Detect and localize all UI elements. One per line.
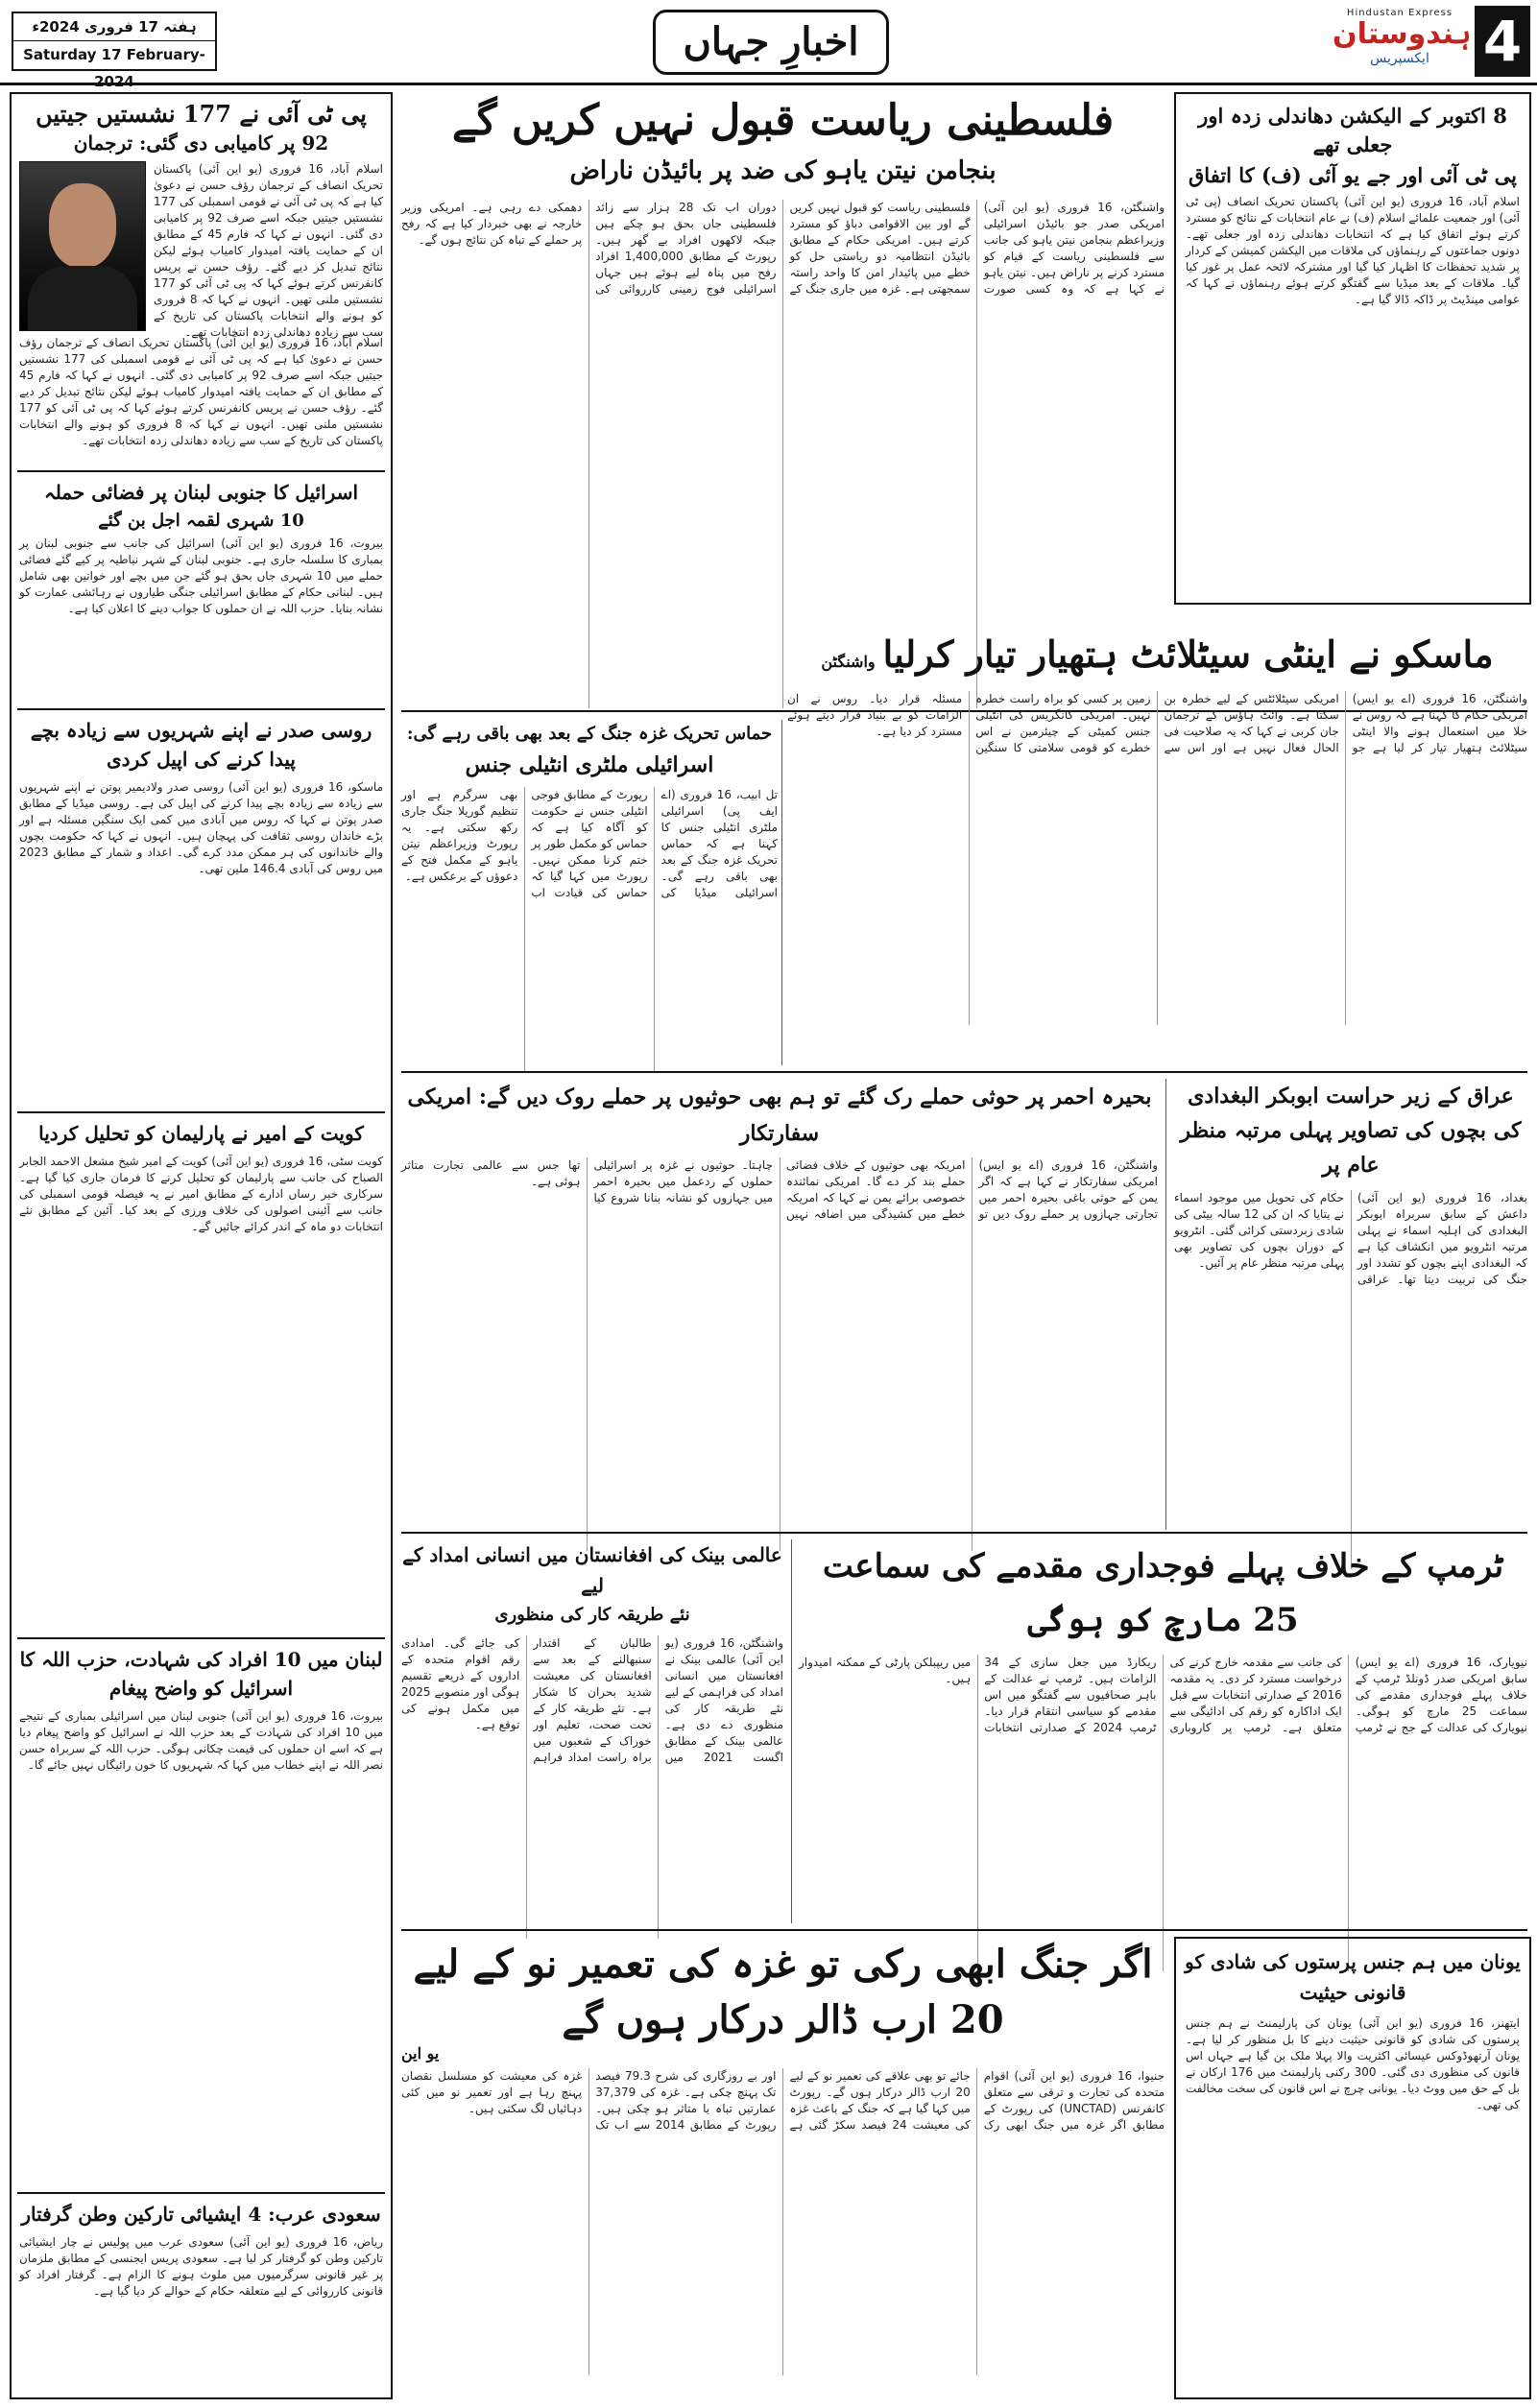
story-greece-marriage bbox=[1174, 1937, 1531, 2399]
story-hezbollah-message bbox=[19, 1645, 383, 1996]
story-saudi-arrests bbox=[19, 2200, 383, 2388]
story-palestinian-state bbox=[401, 92, 1165, 708]
story-gaza-reconstruction bbox=[401, 1937, 1165, 2375]
worldbank-subheadline: نئے طریقہ کار کی منظوری bbox=[494, 1605, 690, 1625]
gaza-body: جنیوا، 16 فروری (یو این آئی) اقوام متحدہ کی تجارت و ترقی سے متعلق کانفرنس (UNCTAD) کی رپورٹ کے مطابق اگر غزہ میں جنگ ابھی رک جائے تو بھی علاقے کی تعمیر نو کے لیے 20 ارب ڈالر درکار ہوں گے۔ رپورٹ میں کہا گیا ہے کہ جنگ کے باعث غزہ کی معیشت 24 فیصد سکڑ گئی ہے اور بے روزگاری کی شرح 79.3 فیصد تک پہنچ چکی ہے۔ غزہ کی 37,379 عمارتیں تباہ یا متاثر ہو چکی ہیں۔ رپورٹ کے مطابق 2014 سے اب تک غزہ کی معیشت کو مسلسل نقصان پہنچ رہا ہے اور تعمیر نو میں کئی دہائیاں لگ سکتی ہیں۔ bbox=[401, 2069, 1165, 2132]
logo-main-text: ہندوستان bbox=[1333, 17, 1472, 51]
story-red-sea-houthi bbox=[401, 1079, 1158, 1551]
gaza-headline: اگر جنگ ابھی رکی تو غزہ کی تعمیر نو کے لیے 20 ارب ڈالر درکار ہوں گے bbox=[413, 1942, 1153, 2042]
section-title: اخبارِ جہاں bbox=[653, 10, 889, 75]
greece-body: ایتھنز، 16 فروری (یو این آئی) یونان کی پارلیمنٹ نے ہم جنس پرستوں کی شادی کو قانونی حیثیت دینے کا بل منظور کر لیا ہے۔ یونان آرتھوڈوکس عیسائی اکثریت والا پہلا ملک بن گیا ہے جہاں اس قانون کی منظوری دی گئی۔ 300 رکنی پارلیمنٹ میں 176 ارکان نے بل کے حق میں ووٹ دیا۔ یونانی چرچ نے اس قانون کی سخت مخالفت کی تھی۔ bbox=[1186, 2016, 1520, 2111]
worldbank-body: واشنگٹن، 16 فروری (یو این آئی) عالمی بینک نے افغانستان میں انسانی امداد کی فراہمی کے لیے نئے طریقہ کار کی منظوری دے دی ہے۔ عالمی بینک کے مطابق اگست 2021 میں طالبان کے اقتدار سنبھالنے کے بعد سے افغانستان کی معیشت شدید بحران کا شکار ہے۔ نئے طریقہ کار کے تحت صحت، تعلیم اور خوراک کے شعبوں میں براہ راست امداد فراہم کی جائے گی۔ امدادی رقم اقوام متحدہ کے اداروں کے ذریعے تقسیم ہوگی اور منصوبے 2025 میں مکمل ہونے کی توقع ہے۔ bbox=[401, 1636, 783, 1764]
greece-headline: یونان میں ہم جنس پرستوں کی شادی کو قانونی حیثیت bbox=[1185, 1950, 1521, 2004]
divider bbox=[1165, 1079, 1166, 1530]
divider bbox=[781, 720, 782, 1065]
divider bbox=[17, 1637, 385, 1639]
kuwait-body: کویت سٹی، 16 فروری (یو این آئی) کویت کے امیر شیخ مشعل الاحمد الجابر الصباح کی جانب سے پارلیمان کو تحلیل کرنے کا فرمان جاری کیا گیا ہے۔ سرکاری خبر رساں ادارے کے مطابق امیر نے یہ فیصلہ قومی اسمبلی کی جانب سے آئینی اصولوں کی خلاف ورزی کے بعد کیا۔ آئین کے مطابق نئے انتخابات دو ماہ کے اندر کرائے جائیں گے۔ bbox=[19, 1155, 383, 1233]
divider bbox=[17, 708, 385, 710]
hamas-subheadline: اسرائیلی ملٹری انٹیلی جنس bbox=[465, 752, 714, 777]
lebanon-body: بیروت، 16 فروری (یو این آئی) اسرائیل کی جانب سے جنوبی لبنان پر بمباری کا سلسلہ جاری ہے۔ جنوبی لبنان کے شہر نباطیہ پر کیے گئے فضائی حملے میں 10 شہری جاں بحق ہو گئے جن میں بچے اور خواتین بھی شامل ہیں۔ لبنانی حکام کے مطابق اسرائیلی جنگی طیاروں نے رہائشی عمارت کو نشانہ بنایا۔ حزب اللہ نے ان حملوں کا جواب دینے کا اعلان کیا ہے۔ bbox=[19, 536, 384, 615]
divider bbox=[401, 1071, 1527, 1073]
story-election-rigging-box bbox=[1174, 92, 1531, 605]
gaza-dateline-tag: یو این bbox=[401, 2044, 440, 2062]
story-trump-trial bbox=[799, 1539, 1527, 1971]
moscow-dateline-tag: واشنگٹن bbox=[821, 653, 876, 671]
divider bbox=[401, 1929, 1527, 1931]
divider bbox=[401, 1532, 1527, 1534]
saudi-headline: سعودی عرب: 4 ایشیائی تارکین وطن گرفتار bbox=[21, 2203, 381, 2226]
photo-coat bbox=[28, 266, 137, 330]
story-hamas-survival bbox=[401, 720, 778, 1073]
hezbollah-body: بیروت، 16 فروری (یو این آئی) جنوبی لبنان میں اسرائیلی بمباری کے نتیجے میں 10 افراد کی شہادت کے بعد حزب اللہ نے اسرائیل کو واضح پیغام دیا ہے کہ اسے ان حملوں کی قیمت چکانی ہوگی۔ حزب اللہ کے سربراہ حسن نصر اللہ نے اپنے خطاب میں کہا کہ شہریوں کا خون رائیگاں نہیں جائے گا۔ bbox=[19, 1709, 383, 1772]
date-english: Saturday 17 February-2024 bbox=[23, 46, 205, 90]
iraq-body: بغداد، 16 فروری (یو این آئی) داعش کے سابق سربراہ ابوبکر البغدادی کی اہلیہ اسماء نے پہلی مرتبہ انٹرویو میں انکشاف کیا ہے کہ البغدادی اپنے بچوں کو تشدد اور جنگ کی تربیت دیتا تھا۔ عراقی حکام کی تحویل میں موجود اسماء نے بتایا کہ ان کی 12 سالہ بیٹی کی شادی زبردستی کرائی گئی۔ انٹرویو کے دوران بچوں کی تصاویر بھی پہلی مرتبہ منظر عام پر آئیں۔ bbox=[1174, 1191, 1527, 1286]
moscow-body: واشنگٹن، 16 فروری (اے یو ایس) امریکی حکام کا کہنا ہے کہ روس نے خلا میں استعمال ہونے والا اینٹی سیٹلائٹ ہتھیار تیار کر لیا ہے جو امریکی سیٹلائٹس کے لیے خطرہ بن سکتا ہے۔ وائٹ ہاؤس کے ترجمان جان کربی نے کہا کہ یہ صلاحیت فی الحال فعال نہیں ہے اور اس سے زمین پر کسی کو براہ راست خطرہ نہیں۔ امریکی کانگریس کی انٹیلی جنس کمیٹی کے چیئرمین نے اس خطرے کو قومی سلامتی کا سنگین مسئلہ قرار دیا۔ روس نے ان الزامات کو بے بنیاد قرار دیتے ہوئے مسترد کر دیا ہے۔ bbox=[787, 692, 1527, 754]
saudi-body: ریاض، 16 فروری (یو این آئی) سعودی عرب میں پولیس نے چار ایشیائی تارکین وطن کو گرفتار کر لیا ہے۔ سعودی پریس ایجنسی کے مطابق ملزمان پر غیر قانونی سرگرمیوں میں ملوث ہونے کا الزام ہے۔ گرفتار افراد کو قانونی کارروائی کے لیے متعلقہ حکام کے حوالے کر دیا گیا ہے۔ bbox=[19, 2235, 383, 2298]
lebanon-headline: اسرائیل کا جنوبی لبنان پر فضائی حملہ bbox=[43, 481, 359, 504]
lead-subheadline: بنجامن نیتن یاہو کی ضد پر بائیڈن ناراض bbox=[569, 156, 997, 185]
masthead bbox=[0, 0, 1537, 90]
story-russia-children bbox=[19, 716, 383, 981]
kuwait-headline: کویت کے امیر نے پارلیمان کو تحلیل کردیا bbox=[38, 1122, 364, 1145]
election-subheadline: پی ٹی آئی اور جے یو آئی (ف) کا اتفاق bbox=[1189, 163, 1517, 187]
logo-tagline: ایکسپریس bbox=[1370, 51, 1429, 66]
hamas-headline: حماس تحریک غزہ جنگ کے بعد بھی باقی رہے گی: bbox=[406, 724, 773, 744]
russia-body: ماسکو، 16 فروری (یو این آئی) روسی صدر ولادیمیر پوتن نے اپنے شہریوں سے زیادہ سے زیادہ بچے پیدا کرنے کی اپیل کی ہے۔ روسی میڈیا کے مطابق صدر پوتن نے کہا کہ روس میں آبادی میں کمی ایک سنگین مسئلہ ہے اور بڑے خاندان روسی ثقافت کی پہچان ہیں۔ انہوں نے کہا کہ حکومت بچوں والے خاندانوں کی ہر ممکن مدد کرے گی۔ اعداد و شمار کے مطابق 2023 میں روس کی آبادی 146.4 ملین تھی۔ bbox=[19, 780, 383, 875]
date-urdu: ہفتہ 17 فروری 2024ء bbox=[13, 13, 215, 41]
russia-headline: روسی صدر نے اپنے شہریوں سے زیادہ بچے پیدا کرنے کی اپیل کردی bbox=[30, 719, 372, 771]
newspaper-logo bbox=[1333, 8, 1472, 75]
pti-subheadline: 92 پر کامیابی دی گئی: ترجمان bbox=[73, 131, 329, 155]
story-lebanon-airstrike bbox=[19, 478, 383, 699]
lead-body: واشنگٹن، 16 فروری (یو این آئی) امریکی صدر جو بائیڈن اسرائیلی وزیراعظم بنجامن نیتن یاہو کی جانب سے فلسطینی ریاست کے قیام کو مسترد کرنے پر ناراض ہیں۔ نیتن یاہو نے کہا ہے کہ وہ کسی صورت فلسطینی ریاست کو قبول نہیں کریں گے اور بین الاقوامی دباؤ کو مسترد کرتے ہیں۔ امریکی حکام کے مطابق بائیڈن انتظامیہ دو ریاستی حل کو خطے میں پائیدار امن کا واحد راستہ سمجھتی ہے۔ غزہ میں جاری جنگ کے دوران اب تک 28 ہزار سے زائد فلسطینی جاں بحق ہو چکے ہیں جبکہ لاکھوں افراد بے گھر ہیں۔ رپورٹ کے مطابق 1,400,000 افراد رفح میں پناہ لیے ہوئے ہیں جہاں اسرائیلی فوج زمینی کارروائی کی دھمکی دے رہی ہے۔ امریکی وزیر خارجہ نے بھی خبردار کیا ہے کہ رفح پر حملے کے تباہ کن نتائج ہوں گے۔ bbox=[401, 201, 1165, 296]
iraq-headline: عراق کے زیر حراست ابوبکر البغدادی کی بچوں کی تصاویر پہلی مرتبہ منظر عام پر bbox=[1180, 1084, 1522, 1178]
story-kuwait-parliament bbox=[19, 1119, 383, 1480]
divider bbox=[791, 1539, 792, 1923]
moscow-headline: ماسکو نے اینٹی سیٹلائٹ ہتھیار تیار کرلیا bbox=[882, 632, 1494, 676]
story-baghdadi-children bbox=[1174, 1079, 1527, 1569]
redsea-body: واشنگٹن، 16 فروری (اے یو ایس) امریکی سفارتکار نے کہا ہے کہ اگر یمن کے حوثی باغی بحیرہ احمر میں تجارتی جہازوں پر حملے روک دیں تو امریکہ بھی حوثیوں کے خلاف فضائی حملے بند کر دے گا۔ امریکی نمائندہ خصوصی برائے یمن نے کہا کہ امریکہ خطے میں کشیدگی میں اضافہ نہیں چاہتا۔ حوثیوں نے غزہ پر اسرائیلی حملوں کے ردعمل میں بحیرہ احمر میں جہازوں کو نشانہ بنانا شروع کیا تھا جس سے عالمی تجارت متاثر ہوئی ہے۔ bbox=[401, 1158, 1159, 1221]
left-news-column bbox=[10, 92, 393, 2399]
lebanon-subheadline: 10 شہری لقمہ اجل بن گئے bbox=[98, 511, 304, 531]
worldbank-headline: عالمی بینک کی افغانستان میں انسانی امداد کے لیے bbox=[402, 1543, 782, 1597]
divider bbox=[17, 2192, 385, 2194]
story-moscow-anti-satellite bbox=[787, 624, 1527, 1025]
election-headline: 8 اکتوبر کے الیکشن دھاندلی زدہ اور جعلی تھے bbox=[1198, 104, 1507, 156]
story-pti-seats bbox=[19, 100, 384, 447]
hamas-body: تل ابیب، 16 فروری (اے ایف پی) اسرائیلی ملٹری انٹیلی جنس کا کہنا ہے کہ حماس تحریک غزہ جنگ کے بعد بھی باقی رہے گی۔ اسرائیلی میڈیا کی رپورٹ کے مطابق فوجی انٹیلی جنس نے حکومت کو آگاہ کیا ہے کہ حماس کو مکمل طور پر ختم کرنا ممکن نہیں۔ رپورٹ میں کہا گیا کہ حماس کی قیادت اب بھی سرگرم ہے اور تنظیم گوریلا جنگ جاری رکھ سکتی ہے۔ یہ رپورٹ وزیراعظم نیتن یاہو کے مکمل فتح کے دعوؤں کے برعکس ہے۔ bbox=[401, 788, 778, 899]
logo-subtitle: Hindustan Express bbox=[1346, 8, 1453, 18]
photo-face bbox=[49, 183, 116, 268]
politician-photo bbox=[19, 161, 146, 331]
pti-body-bottom: اسلام آباد، 16 فروری (یو این آئی) پاکستان تحریک انصاف کے ترجمان رؤف حسن نے دعویٰ کیا ہے کہ پی ٹی آئی نے قومی اسمبلی کی 177 نشستیں جیتیں جبکہ اسے صرف 92 پر کامیابی دی گئی۔ انہوں نے کہا کہ فارم 45 کے مطابق ان کے حمایت یافتہ امیدوار کامیاب ہوئے لیکن نتائج تبدیل کر دیے گئے۔ رؤف حسن نے پریس کانفرنس کرتے ہوئے کہا کہ پی ٹی آئی کو 177 نشستیں ملنی تھیں۔ انہوں نے کہا کہ 8 فروری کو ہونے والے انتخابات پاکستان کی تاریخ کے سب سے زیادہ دھاندلی زدہ انتخابات تھے۔ bbox=[19, 336, 384, 447]
hezbollah-headline: لبنان میں 10 افراد کی شہادت، حزب اللہ کا اسرائیل کو واضح پیغام bbox=[19, 1648, 383, 1700]
trump-body: نیویارک، 16 فروری (اے یو ایس) سابق امریکی صدر ڈونلڈ ٹرمپ کے خلاف پہلے فوجداری مقدمے کی سماعت 25 مارچ کو ہوگی۔ نیویارک کی عدالت کے جج نے ٹرمپ کی جانب سے مقدمہ خارج کرنے کی درخواست مسترد کر دی۔ یہ مقدمہ 2016 کے صدارتی انتخابات سے قبل ایک اداکارہ کو رقم کی ادائیگی سے متعلق ہے۔ ٹرمپ پر کاروباری ریکارڈ میں جعل سازی کے 34 الزامات ہیں۔ ٹرمپ نے عدالت کے باہر صحافیوں سے گفتگو میں اس مقدمے کو سیاسی انتقام قرار دیا۔ ٹرمپ 2024 کے صدارتی انتخابات میں ریپبلکن پارٹی کے ممکنہ امیدوار ہیں۔ bbox=[799, 1656, 1527, 1734]
election-body: اسلام آباد، 16 فروری (یو این آئی) پاکستان تحریک انصاف (پی ٹی آئی) اور جمعیت علمائے اسلام (ف) نے عام انتخابات کے نتائج کو مسترد کرتے ہوئے اتفاق کیا ہے کہ انتخابات دھاندلی زدہ اور جعلی تھے۔ دونوں جماعتوں کے رہنماؤں کی ملاقات میں الیکشن کمیشن کے کردار پر شدید تحفظات کا اظہار کیا گیا اور مشترکہ لائحہ عمل پر غور کیا گیا۔ ملاقات کے بعد میڈیا سے گفتگو کرتے ہوئے رہنماؤں نے کہا کہ عوامی مینڈیٹ پر ڈاکہ ڈالا گیا ہے۔ bbox=[1186, 195, 1521, 306]
pti-body-top: اسلام آباد، 16 فروری (یو این آئی) پاکستان تحریک انصاف کے ترجمان رؤف حسن نے دعویٰ کیا ہے کہ پی ٹی آئی نے قومی اسمبلی کی 177 نشستیں جیتیں جبکہ اسے صرف 92 پر کامیابی دی گئی۔ انہوں نے کہا کہ فارم 45 کے مطابق ان کے حمایت یافتہ امیدوار کامیاب ہوئے لیکن نتائج تبدیل کر دیے گئے۔ رؤف حسن نے پریس کانفرنس کرتے ہوئے کہا کہ پی ٹی آئی کو 177 نشستیں ملنی تھیں۔ انہوں نے کہا کہ 8 فروری کو ہونے والے انتخابات پاکستان کی تاریخ کے سب سے زیادہ دھاندلی زدہ انتخابات تھے۔ bbox=[154, 162, 383, 339]
page-number: 4 bbox=[1475, 6, 1530, 77]
redsea-headline: بحیرہ احمر پر حوثی حملے رک گئے تو ہم بھی حوثیوں پر حملے روک دیں گے: امریکی سفارتکار bbox=[407, 1085, 1152, 1146]
divider bbox=[17, 470, 385, 472]
trump-headline: ٹرمپ کے خلاف پہلے فوجداری مقدمے کی سماعت 25 مارچ کو ہوگی bbox=[822, 1547, 1504, 1639]
date-box bbox=[12, 12, 217, 90]
pti-headline: پی ٹی آئی نے 177 نشستیں جیتیں bbox=[36, 100, 367, 128]
divider bbox=[17, 1111, 385, 1113]
lead-headline: فلسطینی ریاست قبول نہیں کریں گے bbox=[451, 96, 1115, 145]
story-worldbank-afghanistan bbox=[401, 1539, 783, 1939]
